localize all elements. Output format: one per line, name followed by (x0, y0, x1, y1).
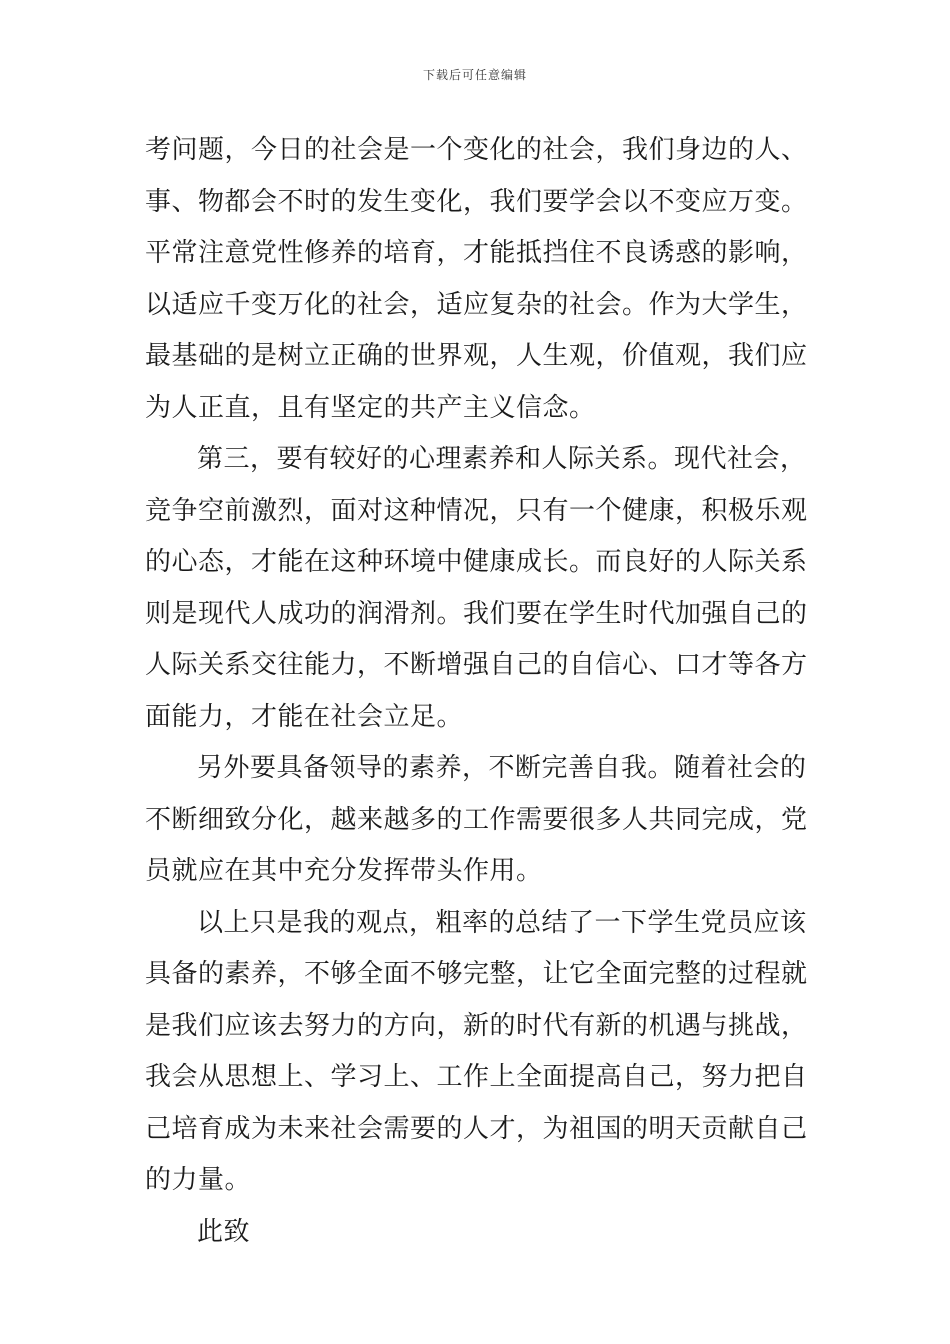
text-line: 己培育成为未来社会需要的人才，为祖国的明天贡献自己 (145, 1113, 808, 1144)
text-line: 不断细致分化，越来越多的工作需要很多人共同完成，党 (145, 804, 808, 835)
text-line: 竞争空前激烈，面对这种情况，只有一个健康，积极乐观 (145, 495, 808, 526)
text-line: 事、物都会不时的发生变化，我们要学会以不变应万变。 (145, 186, 808, 217)
text-line: 具备的素养，不够全面不够完整，让它全面完整的过程就 (145, 959, 808, 989)
text-line: 我会从思想上、学习上、工作上全面提高自己，努力把自 (145, 1062, 808, 1092)
text-line: 员就应在其中充分发挥带头作用。 (145, 856, 543, 886)
document-body (145, 125, 811, 1258)
text-line: 此致 (197, 1216, 251, 1247)
text-line: 最基础的是树立正确的世界观，人生观，价值观，我们应 (145, 341, 808, 371)
text-line: 面能力，才能在社会立足。 (145, 701, 464, 732)
text-line: 是我们应该去努力的方向，新的时代有新的机遇与挑战， (145, 1010, 808, 1041)
text-line: 另外要具备领导的素养，不断完善自我。随着社会的 (197, 753, 807, 783)
text-line: 则是现代人成功的润滑剂。我们要在学生时代加强自己的 (145, 598, 808, 629)
text-line: 考问题，今日的社会是一个变化的社会，我们身边的人、 (145, 135, 808, 165)
text-line: 平常注意党性修养的培育，才能抵挡住不良诱惑的影响， (145, 238, 808, 268)
text-line: 以上只是我的观点，粗率的总结了一下学生党员应该 (197, 907, 807, 938)
text-line: 人际关系交往能力，不断增强自己的自信心、口才等各方 (145, 650, 808, 680)
text-line: 的力量。 (145, 1165, 252, 1195)
page-header-note: 下载后可任意编辑 (422, 68, 527, 82)
text-line: 以适应千变万化的社会，适应复杂的社会。作为大学生， (145, 289, 808, 320)
text-line: 第三，要有较好的心理素养和人际关系。现代社会， (197, 444, 807, 474)
text-line: 的心态，才能在这种环境中健康成长。而良好的人际关系 (145, 547, 808, 577)
text-line: 为人正直，且有坚定的共产主义信念。 (145, 392, 596, 423)
